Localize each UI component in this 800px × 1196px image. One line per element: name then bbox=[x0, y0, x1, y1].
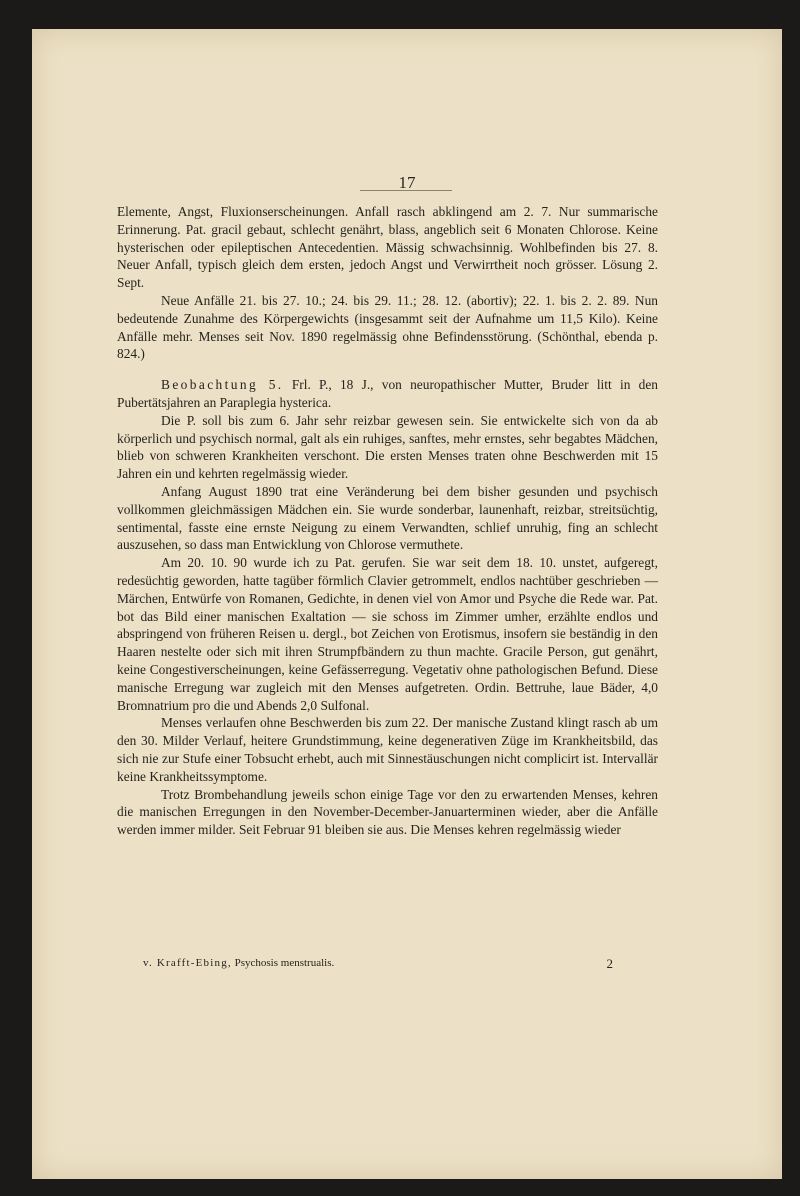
paragraph: Neue Anfälle 21. bis 27. 10.; 24. bis 29. 11.; 28. 12. (abortiv); 22. 1. bis 2. 2. 89. Nun bedeutende Zunahme des Körpergewichts (insgesammt seit der Aufnahme um 11,5 Kilo). Keine Anfälle mehr. Menses seit Nov. 1890 regelmässig ohne Befindensstörung. (Schönthal, ebenda p. 824.) bbox=[117, 292, 658, 362]
page-number: 17 bbox=[398, 173, 416, 192]
paragraph: Am 20. 10. 90 wurde ich zu Pat. gerufen. Sie war seit dem 18. 10. unstet, aufgeregt, redesüchtig geworden, hatte tagüber förmlich Clavier getrommelt, endlos nachtüber geschrieben — Märchen, Entwürfe von Romanen, Gedichte, in denen viel von Amor und Psyche die Rede war. Pat. bot das Bild einer manischen Exaltation — sie schoss im Zimmer umher, erzählte endlos und abspringend von früheren Reisen u. dergl., bot Zeichen von Erotismus, insofern sie beständig in den Haaren nestelte oder sich mit ihren Strumpfbändern zu thun machte. Gracile Person, gut genährt, keine Congestiverscheinungen, keine Gefässerregung. Vegetativ ohne pathologischen Befund. Diese manische Erregung war zugleich mit den Menses aufgetreten. Ordin. Bettruhe, laue Bäder, 4,0 Bromnatrium pro die und Abends 2,0 Sulfonal. bbox=[117, 555, 658, 713]
header-rule bbox=[360, 190, 452, 191]
signature-mark: 2 bbox=[606, 956, 613, 971]
footer-author: v. Krafft-Ebing, bbox=[143, 957, 232, 969]
observation-text: Frl. P., 18 J., von neuropathischer Mutter, Bruder litt in den Pubertätsjahren an Paraplegia hysterica. bbox=[117, 377, 658, 410]
paragraph: Trotz Brombehandlung jeweils schon einige Tage vor den zu erwartenden Menses, kehren die manischen Erregungen in den November-December-Januarterminen wieder, aber die Anfälle werden immer milder. Seit Februar 91 bleiben sie aus. Die Menses kehren regelmässig wieder bbox=[117, 786, 658, 838]
paragraph: Elemente, Angst, Fluxionserscheinungen. Anfall rasch abklingend am 2. 7. Nur summarische Erinnerung. Pat. gracil gebaut, schlecht genährt, blass, angeblich seit 6 Monaten Chlorose. Keine hysterischen oder epileptischen Antecedentien. Mässig schwachsinnig. Wohlbefinden bis 27. 8. Neuer Anfall, typisch gleich dem ersten, jedoch Angst und Verwirrtheit noch grösser. Lösung 2. Sept. bbox=[117, 204, 658, 291]
observation-heading: Beobachtung 5. bbox=[161, 377, 284, 393]
observation-paragraph bbox=[117, 376, 658, 412]
body-text bbox=[117, 203, 658, 839]
paragraph: Menses verlaufen ohne Beschwerden bis zum 22. Der manische Zustand klingt rasch ab um den 30. Milder Verlauf, heitere Grundstimmung, keine degenerativen Züge im Krankheitsbild, das sich nie zur Stufe einer Tobsucht erhebt, auch mit Sinnestäuschungen nicht complicirt ist. Intervallär keine Krankheitssymptome. bbox=[117, 715, 658, 784]
footer bbox=[143, 957, 613, 969]
paragraph: Anfang August 1890 trat eine Veränderung bei dem bisher gesunden und psychisch vollkommen gleichmässigen Mädchen ein. Sie wurde sonderbar, launenhaft, reizbar, streitsüchtig, sentimental, fasste eine ernste Neigung zu einem Verwandten, schlief unruhig, fing an schlecht auszusehen, so dass man Entwicklung von Chlorose vermuthete. bbox=[117, 483, 658, 553]
document-page bbox=[32, 29, 782, 1179]
paragraph: Die P. soll bis zum 6. Jahr sehr reizbar gewesen sein. Sie entwickelte sich von da ab körperlich und psychisch normal, galt als ein ruhiges, sanftes, mehr ernstes, sehr begabtes Mädchen, blieb von schweren Krankheiten verschont. Die ersten Menses traten ohne Beschwerden mit 15 Jahren ein und kehrten regelmässig wieder. bbox=[117, 412, 658, 482]
footer-title: Psychosis menstrualis. bbox=[231, 957, 335, 969]
